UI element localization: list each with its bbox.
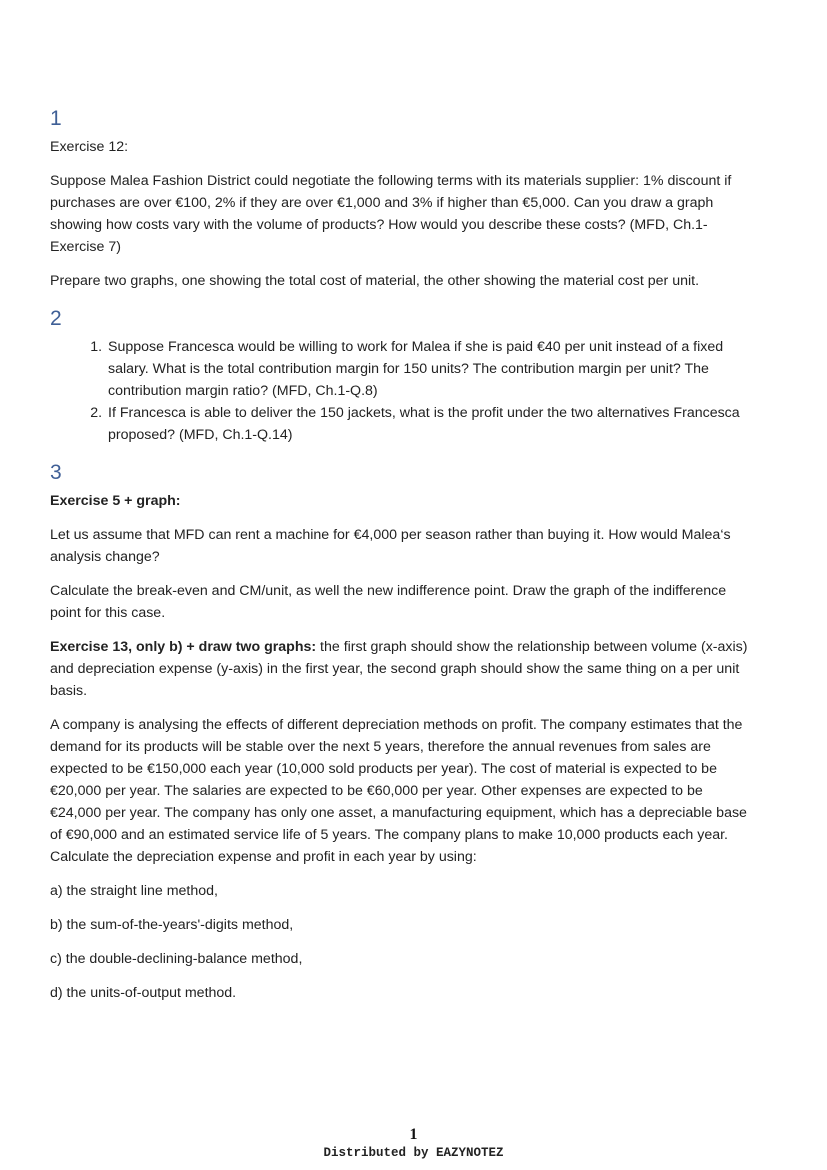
list-item: 1. Suppose Francesca would be willing to work for Malea if she is paid €40 per unit instead of a fixed salary. What is the total contribution margin for 150 units? The contribution margin per unit? The contribution margin ratio? (MFD, Ch.1-Q.8) (106, 336, 750, 402)
option-c: c) the double-declining-balance method, (50, 951, 303, 967)
exercise-13-text: A company is analysing the effects of different depreciation methods on profit. The company estimates that the demand for its products will be stable over the next 5 years, therefore the annual revenues from sales are expected to be €150,000 each year (10,000 sold products per year). The cost of material is expected to be €20,000 per year. The salaries are expected to be €60,000 per year. Other expenses are expected to be €24,000 per year. The company has only one asset, a manufacturing equipment, which has a depreciable base of €90,000 and an estimated service life of 5 years. The company plans to make 10,000 products each year. Calculate the depreciation expense and profit in each year by using: (50, 717, 747, 865)
exercise-5-text: Let us assume that MFD can rent a machine for €4,000 per season rather than buying it. How would Malea‘s analysis change? (50, 527, 731, 565)
page-content (50, 106, 750, 1004)
exercise-5-task: Calculate the break-even and CM/unit, as well the new indifference point. Draw the graph of the indifference point for this case. (50, 583, 727, 621)
list-item: 2. If Francesca is able to deliver the 150 jackets, what is the profit under the two alternatives Francesca proposed? (MFD, Ch.1-Q.14) (106, 402, 750, 446)
option-b: b) the sum-of-the-years'-digits method, (50, 917, 294, 933)
exercise-12-text: Suppose Malea Fashion District could negotiate the following terms with its materials supplier: 1% discount if purchases are over €100, 2% if they are over €1,000 and 3% if higher than €5,000. Can you draw a graph showing how costs vary with the volume of products? How would you describe these costs? (MFD, Ch.1-Exercise 7) (50, 173, 732, 255)
exercise-13-instructions: the first graph should show the relationship between volume (x-axis) and depreciation expense (y-axis) in the first year, the second graph should show the same thing on a per unit basis. (50, 639, 748, 699)
exercise-5-title: Exercise 5 + graph: (50, 493, 181, 509)
exercise-12-title: Exercise 12: (50, 139, 129, 155)
option-a: a) the straight line method, (50, 883, 218, 899)
section-number-1: 1 (50, 107, 62, 130)
distributed-by-footer: Distributed by EAZYNOTEZ (323, 1146, 504, 1160)
exercise-13-title: Exercise 13, only b) + draw two graphs: (50, 639, 317, 655)
page-number: 1 (409, 1126, 418, 1143)
exercise-13-intro (50, 636, 750, 702)
exercise-12-task: Prepare two graphs, one showing the total cost of material, the other showing the material cost per unit. (50, 273, 700, 289)
section-number-2: 2 (50, 307, 62, 330)
section-number-3: 3 (50, 461, 62, 484)
option-d: d) the units-of-output method. (50, 985, 237, 1001)
question-list (50, 336, 750, 446)
